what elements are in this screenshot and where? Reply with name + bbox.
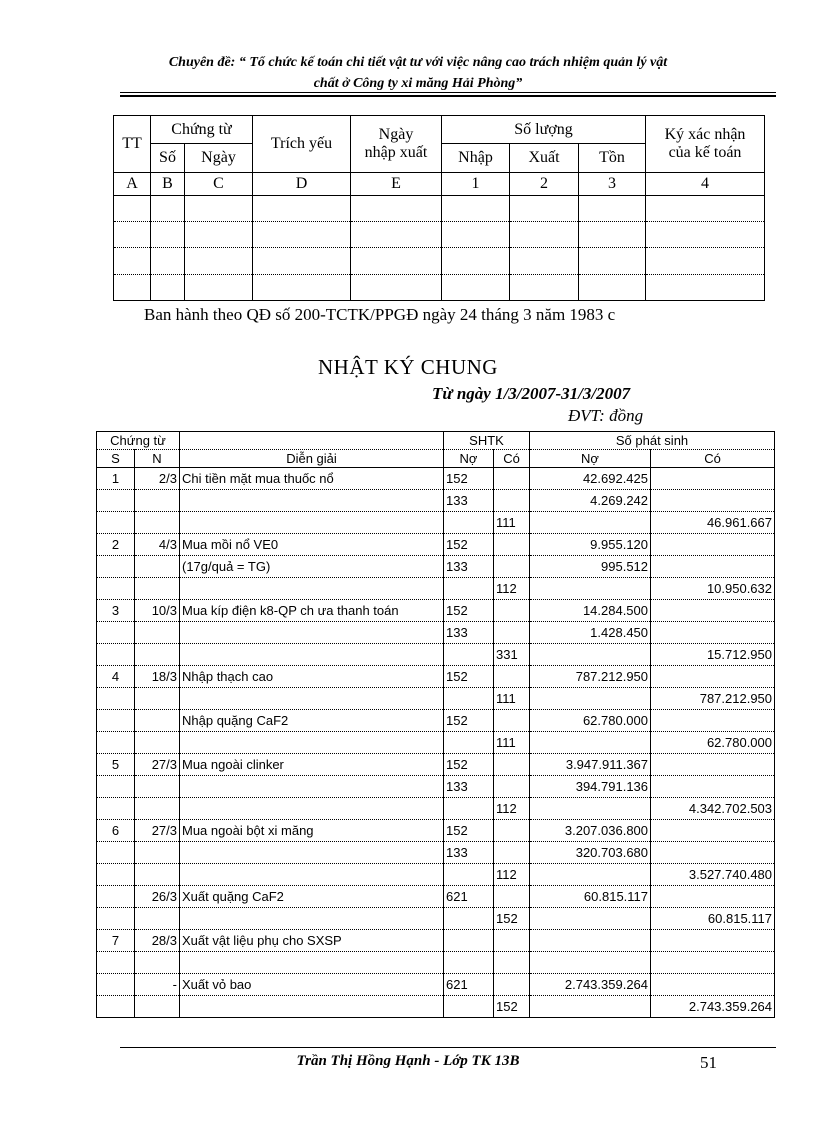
cell-tk-co (494, 754, 530, 776)
cell-tk-co: 112 (494, 578, 530, 600)
journal-row (97, 820, 775, 842)
cell-tk-no: 133 (444, 556, 494, 578)
cell-tk-no (444, 798, 494, 820)
cell-amount-no: 14.284.500 (530, 600, 651, 622)
cell-amount-co: 3.527.740.480 (651, 864, 775, 886)
header-line-2: chất ở Công ty xi măng Hải Phòng” (313, 76, 523, 91)
cell-s: 4 (97, 666, 135, 688)
cell-amount-co (651, 666, 775, 688)
journal-row (97, 468, 775, 490)
col-chung-tu: Chứng từ (151, 116, 253, 144)
cell-n: 18/3 (135, 666, 180, 688)
cell-n (135, 996, 180, 1018)
col-ngay: Ngày (185, 144, 253, 172)
page-header (120, 52, 716, 94)
cell-s: 3 (97, 600, 135, 622)
cell-dien-giai (180, 732, 444, 754)
header-so-phat-sinh: Số phát sinh (530, 432, 775, 450)
journal-row (97, 710, 775, 732)
cell-tk-co: 152 (494, 908, 530, 930)
blank-row (114, 248, 765, 274)
cell-n: 28/3 (135, 930, 180, 952)
cell-amount-no: 9.955.120 (530, 534, 651, 556)
cell-dien-giai (180, 644, 444, 666)
cell-n (135, 798, 180, 820)
cell-tk-co (494, 710, 530, 732)
journal-row (97, 996, 775, 1018)
cell-n (135, 710, 180, 732)
cell-s (97, 578, 135, 600)
cell-amount-co: 60.815.117 (651, 908, 775, 930)
cell-s (97, 688, 135, 710)
cell-dien-giai: Nhập thạch cao (180, 666, 444, 688)
cell-amount-co (651, 468, 775, 490)
cell-n: 27/3 (135, 820, 180, 842)
cell-amount-no (530, 996, 651, 1018)
cell-amount-co (651, 842, 775, 864)
code-cell: E (351, 172, 442, 195)
journal-row (97, 534, 775, 556)
cell-n (135, 776, 180, 798)
journal-row (97, 622, 775, 644)
cell-amount-co (651, 490, 775, 512)
cell-n (135, 732, 180, 754)
journal-period: Từ ngày 1/3/2007-31/3/2007 (432, 384, 631, 403)
cell-dien-giai (180, 996, 444, 1018)
cell-tk-co (494, 842, 530, 864)
journal-row (97, 688, 775, 710)
header-tk-no: Nợ (444, 450, 494, 468)
cell-amount-co (651, 952, 775, 974)
cell-amount-co (651, 886, 775, 908)
cell-n (135, 622, 180, 644)
cell-amount-no (530, 644, 651, 666)
cell-dien-giai (180, 864, 444, 886)
cell-amount-no: 320.703.680 (530, 842, 651, 864)
journal-row (97, 886, 775, 908)
cell-tk-no (444, 908, 494, 930)
cell-amount-co (651, 974, 775, 996)
code-cell: 1 (442, 172, 510, 195)
cell-amount-no: 394.791.136 (530, 776, 651, 798)
cell-amount-co: 4.342.702.503 (651, 798, 775, 820)
cell-amount-no: 4.269.242 (530, 490, 651, 512)
cell-tk-no: 152 (444, 600, 494, 622)
cell-amount-no (530, 952, 651, 974)
cell-amount-co (651, 710, 775, 732)
code-cell: 2 (510, 172, 579, 195)
cell-dien-giai (180, 908, 444, 930)
cell-n (135, 688, 180, 710)
cell-tk-no: 133 (444, 490, 494, 512)
cell-dien-giai (180, 578, 444, 600)
col-so-luong: Số lượng (442, 116, 646, 144)
cell-tk-co (494, 600, 530, 622)
cell-s (97, 622, 135, 644)
cell-s (97, 644, 135, 666)
journal-title: NHẬT KÝ CHUNG (318, 355, 498, 379)
cell-dien-giai: Mua mồi nổ VE0 (180, 534, 444, 556)
cell-tk-co: 111 (494, 512, 530, 534)
cell-s (97, 996, 135, 1018)
cell-s (97, 512, 135, 534)
journal-row (97, 930, 775, 952)
cell-amount-co (651, 776, 775, 798)
cell-amount-no: 62.780.000 (530, 710, 651, 732)
cell-n: 26/3 (135, 886, 180, 908)
page-number: 51 (700, 1053, 717, 1072)
cell-dien-giai (180, 512, 444, 534)
cell-tk-no: 152 (444, 754, 494, 776)
cell-dien-giai (180, 798, 444, 820)
cell-tk-co: 152 (494, 996, 530, 1018)
cell-amount-no (530, 688, 651, 710)
header-rule-thin (120, 92, 776, 93)
cell-dien-giai: Xuất vỏ bao (180, 974, 444, 996)
cell-s (97, 952, 135, 974)
cell-amount-no (530, 732, 651, 754)
cell-amount-co (651, 622, 775, 644)
cell-tk-no (444, 732, 494, 754)
cell-n (135, 864, 180, 886)
cell-s (97, 710, 135, 732)
code-cell: 3 (579, 172, 646, 195)
cell-tk-no: 133 (444, 776, 494, 798)
cell-tk-no (444, 688, 494, 710)
cell-s (97, 732, 135, 754)
cell-amount-co: 46.961.667 (651, 512, 775, 534)
code-cell: A (114, 172, 151, 195)
cell-tk-co (494, 776, 530, 798)
cell-tk-no (444, 864, 494, 886)
cell-dien-giai (180, 490, 444, 512)
cell-tk-no: 133 (444, 842, 494, 864)
cell-tk-co (494, 820, 530, 842)
blank-row (114, 222, 765, 248)
header-ps-no: Nợ (530, 450, 651, 468)
code-cell: C (185, 172, 253, 195)
cell-n: 2/3 (135, 468, 180, 490)
cell-tk-co (494, 666, 530, 688)
cell-dien-giai (180, 842, 444, 864)
regulation-note: Ban hành theo QĐ số 200-TCTK/PPGĐ ngày 24 tháng 3 năm 1983 c (144, 305, 616, 324)
col-ton: Tồn (579, 144, 646, 172)
cell-tk-no: 152 (444, 534, 494, 556)
cell-amount-no: 2.743.359.264 (530, 974, 651, 996)
cell-amount-no: 60.815.117 (530, 886, 651, 908)
header-shtk: SHTK (444, 432, 530, 450)
cell-amount-no: 3.947.911.367 (530, 754, 651, 776)
cell-n: - (135, 974, 180, 996)
cell-amount-no (530, 798, 651, 820)
header-ps-co: Có (651, 450, 775, 468)
col-ky-line2: của kế toán (668, 143, 742, 161)
journal-row (97, 864, 775, 886)
cell-amount-no (530, 578, 651, 600)
cell-amount-no: 787.212.950 (530, 666, 651, 688)
cell-tk-co (494, 490, 530, 512)
cell-s (97, 842, 135, 864)
cell-dien-giai: Nhập quặng CaF2 (180, 710, 444, 732)
col-ngay-nhap-xuat (351, 116, 442, 173)
journal-row (97, 490, 775, 512)
cell-n (135, 842, 180, 864)
cell-dien-giai: Xuất vật liệu phụ cho SXSP (180, 930, 444, 952)
journal-row (97, 732, 775, 754)
header-blank (180, 432, 444, 450)
cell-tk-co: 112 (494, 864, 530, 886)
cell-dien-giai: Mua ngoài bột xi măng (180, 820, 444, 842)
cell-dien-giai (180, 622, 444, 644)
cell-n: 4/3 (135, 534, 180, 556)
general-journal-table (96, 431, 775, 1018)
header-chung-tu: Chứng từ (97, 432, 180, 450)
cell-amount-co (651, 930, 775, 952)
journal-row (97, 666, 775, 688)
cell-n (135, 952, 180, 974)
col-ky-line1: Ký xác nhận (664, 125, 746, 143)
header-n: N (135, 450, 180, 468)
header-rule-thick (120, 95, 776, 97)
blank-row (114, 274, 765, 300)
cell-s: 2 (97, 534, 135, 556)
cell-n (135, 578, 180, 600)
header-dien-giai: Diễn giải (180, 450, 444, 468)
cell-s: 6 (97, 820, 135, 842)
journal-row (97, 556, 775, 578)
cell-dien-giai: Chi tiền mặt mua thuốc nổ (180, 468, 444, 490)
cell-tk-no (444, 512, 494, 534)
journal-row (97, 578, 775, 600)
cell-n (135, 556, 180, 578)
cell-dien-giai: (17g/quả = TG) (180, 556, 444, 578)
journal-unit: ĐVT: đồng (568, 406, 644, 425)
cell-tk-co (494, 952, 530, 974)
cell-amount-no: 995.512 (530, 556, 651, 578)
journal-row (97, 512, 775, 534)
cell-n: 27/3 (135, 754, 180, 776)
cell-n (135, 908, 180, 930)
col-ngay-nhap-xuat-line2: nhập xuất (364, 143, 428, 161)
cell-n (135, 644, 180, 666)
cell-amount-co: 62.780.000 (651, 732, 775, 754)
col-so: Số (151, 144, 185, 172)
cell-dien-giai (180, 776, 444, 798)
col-ngay-nhap-xuat-line1: Ngày (378, 125, 414, 143)
journal-row (97, 908, 775, 930)
cell-tk-co (494, 974, 530, 996)
cell-s: 1 (97, 468, 135, 490)
cell-amount-co: 15.712.950 (651, 644, 775, 666)
cell-amount-no: 3.207.036.800 (530, 820, 651, 842)
cell-s (97, 776, 135, 798)
cell-amount-co (651, 556, 775, 578)
cell-tk-co (494, 556, 530, 578)
cell-dien-giai: Mua ngoài clinker (180, 754, 444, 776)
cell-s (97, 974, 135, 996)
cell-n: 10/3 (135, 600, 180, 622)
header-tk-co: Có (494, 450, 530, 468)
cell-dien-giai (180, 952, 444, 974)
cell-s (97, 908, 135, 930)
cell-tk-no: 152 (444, 468, 494, 490)
cell-amount-no: 42.692.425 (530, 468, 651, 490)
cell-dien-giai: Xuất quặng CaF2 (180, 886, 444, 908)
journal-row (97, 974, 775, 996)
footer-rule (120, 1047, 776, 1048)
cell-dien-giai (180, 688, 444, 710)
cell-amount-co (651, 820, 775, 842)
col-nhap: Nhập (442, 144, 510, 172)
cell-tk-co: 112 (494, 798, 530, 820)
cell-tk-no: 621 (444, 886, 494, 908)
cell-n (135, 490, 180, 512)
cell-tk-no (444, 952, 494, 974)
cell-s: 5 (97, 754, 135, 776)
cell-s (97, 490, 135, 512)
col-ky-xac-nhan (646, 116, 765, 173)
cell-tk-no: 152 (444, 710, 494, 732)
cell-amount-no (530, 908, 651, 930)
cell-amount-no: 1.428.450 (530, 622, 651, 644)
cell-tk-co (494, 468, 530, 490)
code-cell: 4 (646, 172, 765, 195)
cell-amount-co: 10.950.632 (651, 578, 775, 600)
cell-tk-no: 133 (444, 622, 494, 644)
cell-tk-co (494, 886, 530, 908)
cell-tk-no: 621 (444, 974, 494, 996)
blank-row (114, 195, 765, 221)
journal-row (97, 952, 775, 974)
cell-amount-co: 787.212.950 (651, 688, 775, 710)
cell-amount-co (651, 754, 775, 776)
cell-amount-co (651, 534, 775, 556)
cell-s (97, 798, 135, 820)
cell-s: 7 (97, 930, 135, 952)
cell-tk-no (444, 996, 494, 1018)
cell-tk-co: 331 (494, 644, 530, 666)
col-tt: TT (114, 116, 151, 173)
cell-s (97, 886, 135, 908)
cell-tk-co (494, 622, 530, 644)
journal-row (97, 798, 775, 820)
cell-tk-no (444, 930, 494, 952)
cell-tk-no: 152 (444, 820, 494, 842)
journal-row (97, 644, 775, 666)
cell-tk-no (444, 644, 494, 666)
cell-s (97, 864, 135, 886)
header-s: S (97, 450, 135, 468)
cell-tk-co (494, 930, 530, 952)
journal-row (97, 842, 775, 864)
stock-card-form-table (113, 115, 765, 301)
cell-amount-co (651, 600, 775, 622)
cell-n (135, 512, 180, 534)
col-trich-yeu: Trích yếu (253, 116, 351, 173)
col-xuat: Xuất (510, 144, 579, 172)
code-cell: B (151, 172, 185, 195)
header-line-1: Chuyên đề: “ Tổ chức kế toán chi tiết vật tư với việc nâng cao trách nhiệm quản lý vật (168, 55, 668, 70)
footer-author: Trần Thị Hồng Hạnh - Lớp TK 13B (296, 1053, 520, 1069)
cell-tk-no: 152 (444, 666, 494, 688)
cell-s (97, 556, 135, 578)
cell-tk-no (444, 578, 494, 600)
code-cell: D (253, 172, 351, 195)
journal-row (97, 600, 775, 622)
cell-tk-co: 111 (494, 732, 530, 754)
cell-amount-no (530, 930, 651, 952)
cell-amount-co: 2.743.359.264 (651, 996, 775, 1018)
journal-row (97, 776, 775, 798)
cell-tk-co (494, 534, 530, 556)
cell-dien-giai: Mua kíp điện k8-QP ch ưa thanh toán (180, 600, 444, 622)
journal-row (97, 754, 775, 776)
cell-amount-no (530, 864, 651, 886)
cell-amount-no (530, 512, 651, 534)
cell-tk-co: 111 (494, 688, 530, 710)
